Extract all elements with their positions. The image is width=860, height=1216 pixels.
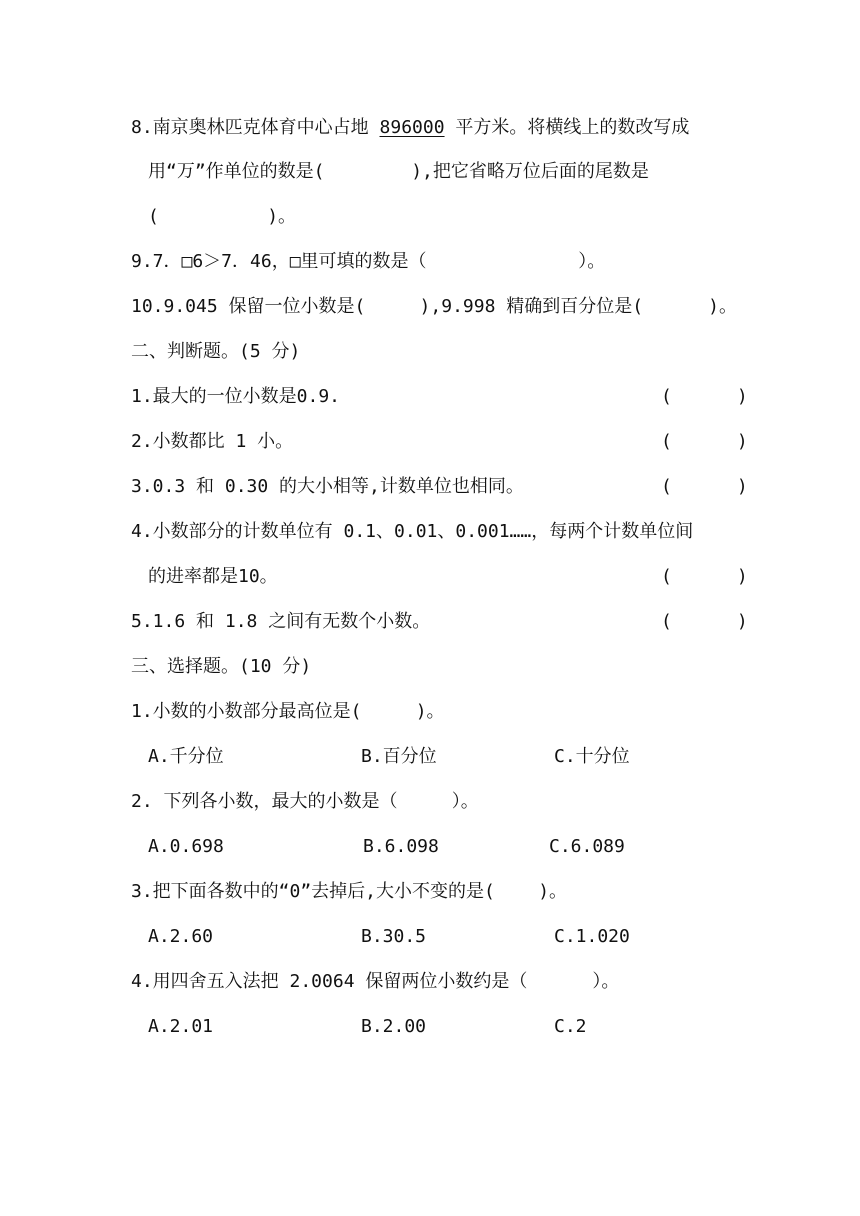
- judge-item-1: 1.最大的一位小数是0.9.: [131, 386, 341, 407]
- choice-2-option-b: B.6.098: [363, 836, 439, 857]
- question-8-suffix: 平方米。将横线上的数改写成: [444, 117, 690, 138]
- choice-4-option-c: C.2: [554, 1016, 587, 1037]
- judge-answer-blank-5: ( ): [661, 611, 748, 632]
- judge-item-5: 5.1.6 和 1.8 之间有无数个小数。: [131, 611, 431, 632]
- choice-question-3: 3.把下面各数中的“0”去掉后,大小不变的是( )。: [131, 881, 568, 902]
- question-8-underlined-number: 896000: [379, 117, 445, 138]
- choice-1-option-c: C.十分位: [554, 746, 630, 767]
- question-8-line-1: [131, 116, 689, 140]
- choice-3-option-a: A.2.60: [148, 926, 214, 947]
- choice-question-2: 2. 下列各小数，最大的小数是（ ）。: [131, 791, 479, 812]
- judge-answer-blank-4: ( ): [661, 566, 748, 587]
- judge-answer-blank-1: ( ): [661, 386, 748, 407]
- judge-answer-blank-3: ( ): [661, 476, 748, 497]
- choice-3-option-c: C.1.020: [554, 926, 630, 947]
- judge-item-3: 3.0.3 和 0.30 的大小相等,计数单位也相同。: [131, 476, 524, 497]
- judge-item-4-line-2: 的进率都是10。: [148, 566, 278, 587]
- question-8-line-2: 用“万”作单位的数是( ),把它省略万位后面的尾数是: [148, 161, 649, 182]
- judge-item-4-line-1: 4.小数部分的计数单位有 0.1、0.01、0.001……，每两个计数单位间: [131, 521, 694, 542]
- judge-section-heading: 二、判断题。(5 分): [131, 341, 301, 362]
- choice-2-option-a: A.0.698: [148, 836, 224, 857]
- choice-1-option-a: A.千分位: [148, 746, 224, 767]
- choice-section-heading: 三、选择题。(10 分): [131, 656, 312, 677]
- question-8-prefix: 8.南京奥林匹克体育中心占地: [131, 117, 380, 138]
- choice-question-1: 1.小数的小数部分最高位是( )。: [131, 701, 445, 722]
- choice-4-option-b: B.2.00: [361, 1016, 427, 1037]
- choice-1-option-b: B.百分位: [361, 746, 437, 767]
- judge-item-2: 2.小数都比 1 小。: [131, 431, 294, 452]
- choice-2-option-c: C.6.089: [549, 836, 625, 857]
- judge-answer-blank-2: ( ): [661, 431, 748, 452]
- choice-4-option-a: A.2.01: [148, 1016, 214, 1037]
- question-8-line-3: ( )。: [148, 206, 297, 227]
- question-10: 10.9.045 保留一位小数是( ),9.998 精确到百分位是( )。: [131, 296, 737, 317]
- choice-3-option-b: B.30.5: [361, 926, 427, 947]
- question-9: 9.7．□6＞7．46，□里可填的数是（ ）。: [131, 251, 606, 272]
- choice-question-4: 4.用四舍五入法把 2.0064 保留两位小数约是（ ）。: [131, 971, 620, 992]
